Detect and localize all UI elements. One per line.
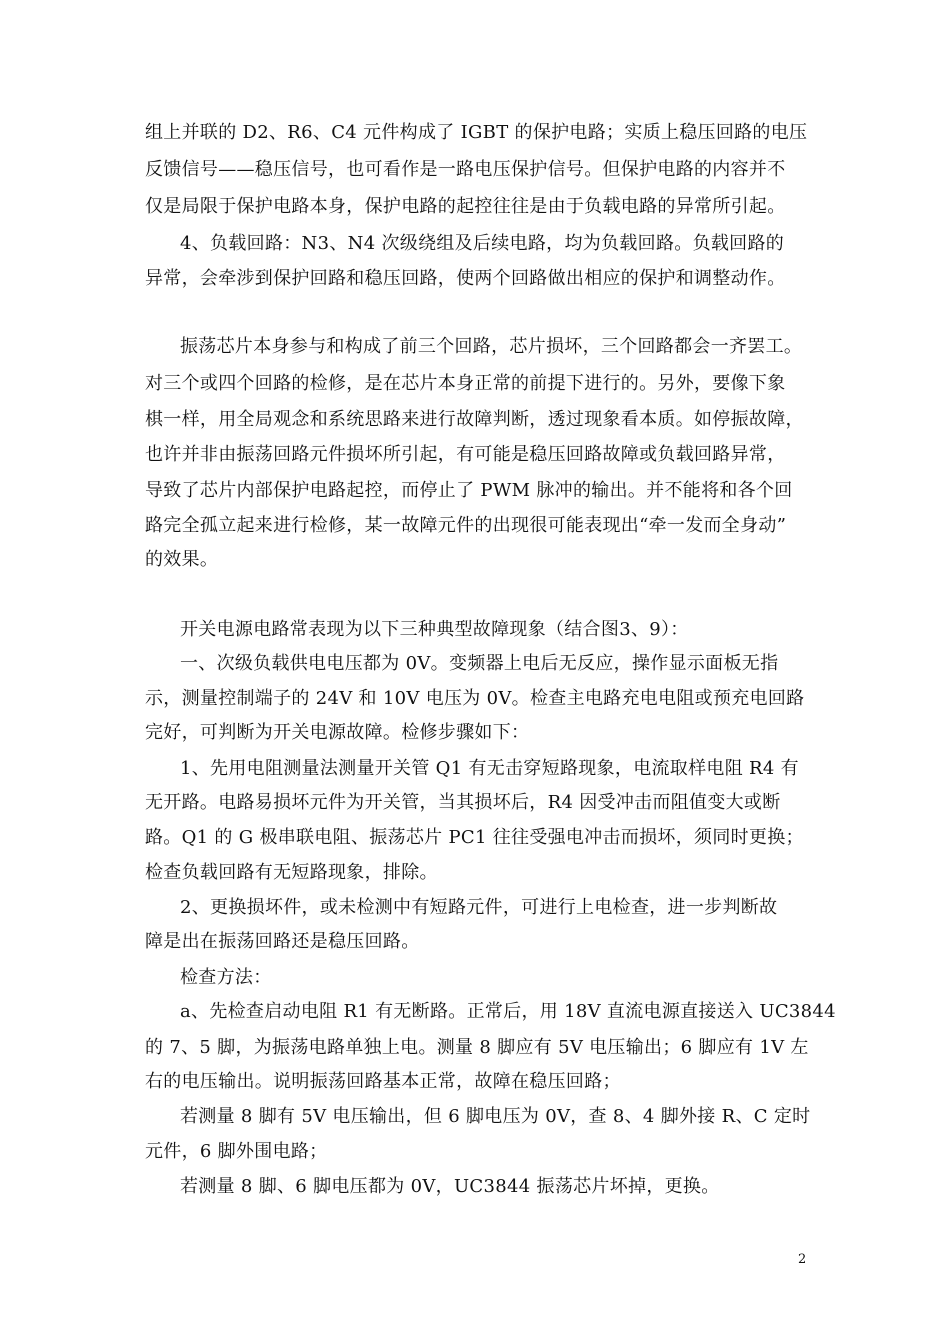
text-line: 一、次级负载供电电压都为 0V。变频器上电后无反应，操作显示面板无指 <box>180 653 779 674</box>
text-line: 棋一样，用全局观念和系统思路来进行故障判断，透过现象看本质。如停振故障， <box>145 409 804 430</box>
text-line: 开关电源电路常表现为以下三种典型故障现象（结合图3、9）： <box>180 619 689 640</box>
text-line: 检查方法： <box>180 967 272 988</box>
text-line: 的 7、5 脚，为振荡电路单独上电。测量 8 脚应有 5V 电压输出；6 脚应有 1V 左 <box>145 1037 809 1058</box>
text-line: 右的电压输出。说明振荡回路基本正常，故障在稳压回路； <box>145 1071 621 1092</box>
text-line: a、先检查启动电阻 R1 有无断路。正常后，用 18V 直流电源直接送入 UC3844 <box>180 1001 836 1022</box>
text-line: 路。Q1 的 G 极串联电阻、振荡芯片 PC1 往往受强电冲击而损坏，须同时更换； <box>145 827 804 848</box>
text-line: 元件，6 脚外围电路； <box>145 1141 328 1162</box>
text-line: 对三个或四个回路的检修，是在芯片本身正常的前提下进行的。另外，要像下象 <box>145 373 786 394</box>
text-line: 仅是局限于保护电路本身，保护电路的起控往往是由于负载电路的异常所引起。 <box>145 196 786 217</box>
text-line: 检查负载回路有无短路现象，排除。 <box>145 862 438 883</box>
text-line: 完好，可判断为开关电源故障。检修步骤如下： <box>145 722 530 743</box>
text-line: 异常，会牵涉到保护回路和稳压回路，使两个回路做出相应的保护和调整动作。 <box>145 268 786 289</box>
text-line: 4、负载回路：N3、N4 次级绕组及后续电路，均为负载回路。负载回路的 <box>180 233 785 254</box>
text-line: 2、更换损坏件，或未检测中有短路元件，可进行上电检查，进一步判断故 <box>180 897 778 918</box>
text-line: 若测量 8 脚、6 脚电压都为 0V，UC3844 振荡芯片坏掉，更换。 <box>180 1176 720 1197</box>
text-line: 路完全孤立起来进行检修，某一故障元件的出现很可能表现出“牵一发而全身动” <box>145 515 787 536</box>
page-number: 2 <box>798 1252 807 1267</box>
text-line: 振荡芯片本身参与和构成了前三个回路，芯片损坏，三个回路都会一齐罢工。 <box>180 336 803 357</box>
text-line: 无开路。电路易损坏元件为开关管，当其损坏后，R4 因受冲击而阻值变大或断 <box>145 792 781 813</box>
text-line: 反馈信号——稳压信号，也可看作是一路电压保护信号。但保护电路的内容并不 <box>145 159 786 180</box>
text-line: 也许并非由振荡回路元件损坏所引起，有可能是稳压回路故障或负载回路异常， <box>145 444 786 465</box>
text-line: 若测量 8 脚有 5V 电压输出，但 6 脚电压为 0V，查 8、4 脚外接 R、C 定时 <box>180 1106 811 1127</box>
text-line: 障是出在振荡回路还是稳压回路。 <box>145 931 420 952</box>
text-line: 导致了芯片内部保护电路起控，而停止了 PWM 脉冲的输出。并不能将和各个回 <box>145 480 793 501</box>
text-line: 示，测量控制端子的 24V 和 10V 电压为 0V。检查主电路充电电阻或预充电回路 <box>145 688 805 709</box>
text-line: 1、先用电阻测量法测量开关管 Q1 有无击穿短路现象，电流取样电阻 R4 有 <box>180 758 799 779</box>
text-line: 组上并联的 D2、R6、C4 元件构成了 IGBT 的保护电路；实质上稳压回路的电压 <box>145 122 808 143</box>
text-line: 的效果。 <box>145 549 219 570</box>
